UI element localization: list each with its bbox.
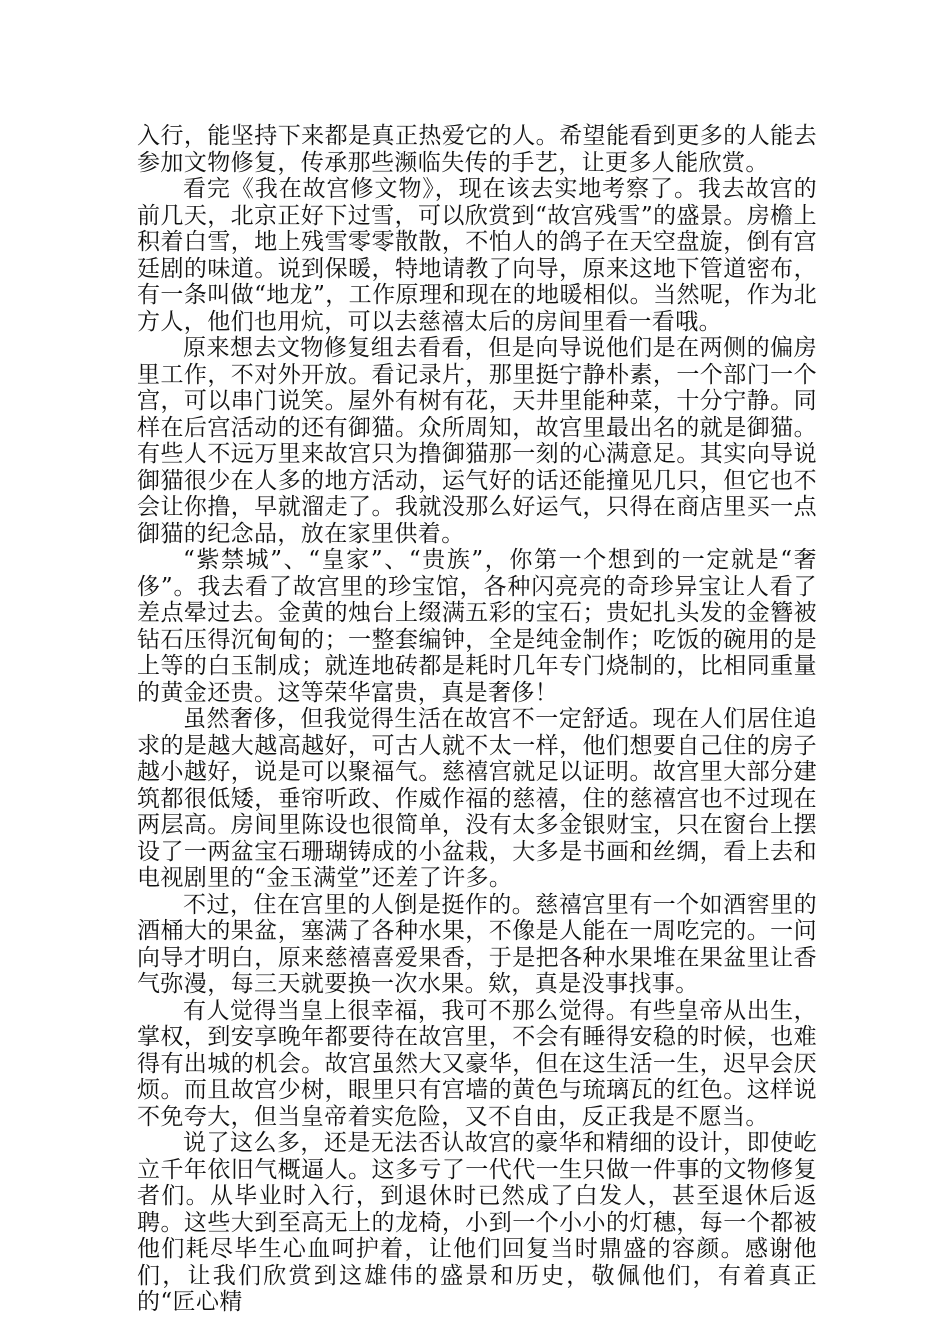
- paragraph-luxury: “紫禁城”、“皇家”、“贵族”，你第一个想到的一定就是“奢侈”。我去看了故宫里的珍宝馆，各种闪亮亮的奇珍异宝让人看了差点晕过去。金黄的烛台上缀满五彩的宝石；贵妃扎头发的金簪被钻石压得沉甸甸的；一整套编钟，全是纯金制作；吃饭的碗用的是上等的白玉制成；就连地砖都是耗时几年专门烧制的，比相同重量的黄金还贵。这等荣华富贵，真是奢侈！: [137, 547, 817, 706]
- paragraph-visit-palace: 看完《我在故宫修文物》，现在该去实地考察了。我去故宫的前几天，北京正好下过雪，可以欣赏到“故宫残雪”的盛景。房檐上积着白雪，地上残雪零零散散，不怕人的鸽子在天空盘旋，倒有宫廷剧的味道。说到保暖，特地请教了向导，原来这地下管道密布，有一条叫做“地龙”，工作原理和现在的地暖相似。当然呢，作为北方人，他们也用炕，可以去慈禧太后的房间里看一看哦。: [137, 176, 817, 335]
- paragraph-continued: 入行，能坚持下来都是真正热爱它的人。希望能看到更多的人能去参加文物修复，传承那些濒临失传的手艺，让更多人能欣赏。: [137, 123, 817, 176]
- paragraph-restoration-team: 原来想去文物修复组去看看，但是向导说他们是在两侧的偏房里工作，不对外开放。看记录片，那里挺宁静朴素，一个部门一个宫，可以串门说笑。屋外有树有花，天井里能种菜，十分宁静。同样在后宫活动的还有御猫。众所周知，故宫里最出名的就是御猫。有些人不远万里来故宫只为撸御猫那一刻的心满意足。其实向导说御猫很少在人多的地方活动，运气好的话还能撞见几只，但它也不会让你撸，早就溜走了。我就没那么好运气，只得在商店里买一点御猫的纪念品，放在家里供着。: [137, 335, 817, 547]
- paragraph-conclusion: 说了这么多，还是无法否认故宫的豪华和精细的设计，即使屹立千年依旧气概逼人。这多亏了一代代一生只做一件事的文物修复者们。从毕业时入行，到退休时已然成了白发人，甚至退休后返聘。这些大到至高无上的龙椅，小到一个小小的灯穗，每一个都被他们耗尽毕生心血呵护着，让他们回复当时鼎盛的容颜。感谢他们，让我们欣赏到这雄伟的盛景和历史，敬佩他们，有着真正的“匠心精: [137, 1130, 817, 1315]
- paragraph-living-comfort: 虽然奢侈，但我觉得生活在故宫不一定舒适。现在人们居住追求的是越大越高越好，可古人就不太一样，他们想要自己住的房子越小越好，说是可以聚福气。慈禧宫就足以证明。故宫里大部分建筑都很低矮，垂帘听政、作威作福的慈禧，住的慈禧宫也不过现在两层高。房间里陈设也很简单，没有太多金银财宝，只在窗台上摆设了一两盆宝石珊瑚铸成的小盆栽，大多是书画和丝绸，看上去和电视剧里的“金玉满堂”还差了许多。: [137, 706, 817, 891]
- paragraph-emperor-life: 有人觉得当皇上很幸福，我可不那么觉得。有些皇帝从出生，掌权，到安享晚年都要待在故宫里，不会有睡得安稳的时候，也难得有出城的机会。故宫虽然大又豪华，但在这生活一生，迟早会厌烦。而且故宫少树，眼里只有宫墙的黄色与琉璃瓦的红色。这样说不免夸大，但当皇帝着实危险，又不自由，反正我是不愿当。: [137, 997, 817, 1130]
- paragraph-fruit-bowl: 不过，住在宫里的人倒是挺作的。慈禧宫里有一个如酒窖里的酒桶大的果盆，塞满了各种水果，不像是人能在一周吃完的。一问向导才明白，原来慈禧喜爱果香，于是把各种水果堆在果盆里让香气弥漫，每三天就要换一次水果。欸，真是没事找事。: [137, 891, 817, 997]
- essay-body: [137, 123, 817, 1316]
